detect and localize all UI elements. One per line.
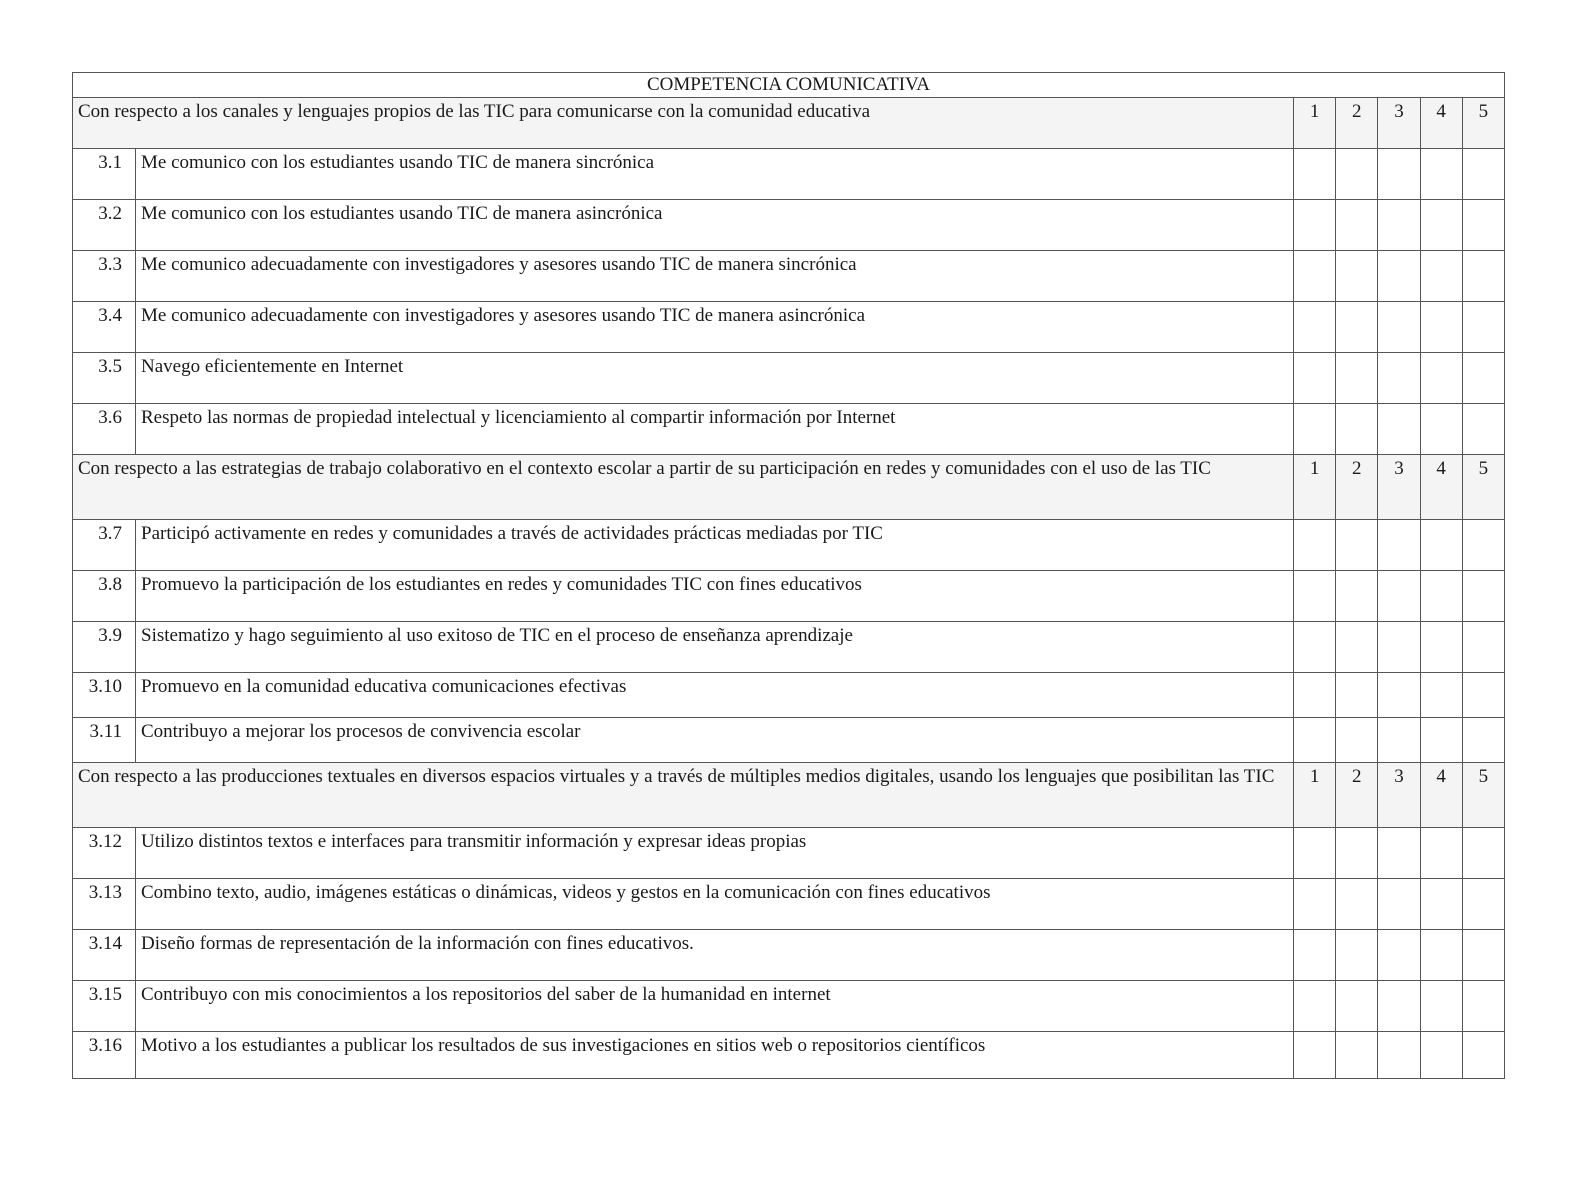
scale-label-1: 1 <box>1294 763 1336 828</box>
item-statement: Respeto las normas de propiedad intelectual y licenciamiento al compartir información por Internet <box>136 404 1294 455</box>
rating-cell-1[interactable] <box>1294 520 1336 571</box>
table-row <box>73 302 1505 353</box>
rating-cell-1[interactable] <box>1294 353 1336 404</box>
item-number: 3.13 <box>73 879 136 930</box>
scale-label-2: 2 <box>1336 98 1378 149</box>
scale-label-2: 2 <box>1336 763 1378 828</box>
rating-cell-3[interactable] <box>1378 622 1420 673</box>
rating-cell-2[interactable] <box>1336 251 1378 302</box>
rating-cell-3[interactable] <box>1378 353 1420 404</box>
rating-cell-4[interactable] <box>1420 404 1462 455</box>
rating-cell-4[interactable] <box>1420 622 1462 673</box>
item-statement: Diseño formas de representación de la información con fines educativos. <box>136 930 1294 981</box>
rating-cell-2[interactable] <box>1336 404 1378 455</box>
rating-cell-4[interactable] <box>1420 571 1462 622</box>
table-row <box>73 1032 1505 1079</box>
rating-cell-5[interactable] <box>1462 353 1504 404</box>
table-row <box>73 404 1505 455</box>
rating-cell-4[interactable] <box>1420 1032 1462 1079</box>
table-row <box>73 251 1505 302</box>
scale-label-1: 1 <box>1294 98 1336 149</box>
rating-cell-2[interactable] <box>1336 149 1378 200</box>
table-row <box>73 571 1505 622</box>
item-statement: Participó activamente en redes y comunidades a través de actividades prácticas mediadas por TIC <box>136 520 1294 571</box>
rating-cell-3[interactable] <box>1378 520 1420 571</box>
rating-cell-5[interactable] <box>1462 930 1504 981</box>
table-row <box>73 718 1505 763</box>
rating-cell-5[interactable] <box>1462 718 1504 763</box>
rating-cell-4[interactable] <box>1420 251 1462 302</box>
rating-cell-3[interactable] <box>1378 404 1420 455</box>
rating-cell-2[interactable] <box>1336 200 1378 251</box>
rating-cell-3[interactable] <box>1378 930 1420 981</box>
rating-cell-5[interactable] <box>1462 571 1504 622</box>
scale-label-5: 5 <box>1462 763 1504 828</box>
rating-cell-5[interactable] <box>1462 879 1504 930</box>
competency-survey-table <box>72 72 1505 1079</box>
rating-cell-2[interactable] <box>1336 622 1378 673</box>
scale-label-1: 1 <box>1294 455 1336 520</box>
item-number: 3.6 <box>73 404 136 455</box>
rating-cell-4[interactable] <box>1420 828 1462 879</box>
rating-cell-2[interactable] <box>1336 879 1378 930</box>
rating-cell-2[interactable] <box>1336 718 1378 763</box>
item-statement: Me comunico con los estudiantes usando TIC de manera asincrónica <box>136 200 1294 251</box>
scale-label-3: 3 <box>1378 455 1420 520</box>
scale-label-5: 5 <box>1462 455 1504 520</box>
scale-label-4: 4 <box>1420 763 1462 828</box>
rating-cell-1[interactable] <box>1294 251 1336 302</box>
rating-cell-3[interactable] <box>1378 302 1420 353</box>
table-row <box>73 149 1505 200</box>
table-row <box>73 622 1505 673</box>
rating-cell-1[interactable] <box>1294 149 1336 200</box>
rating-cell-3[interactable] <box>1378 571 1420 622</box>
table-row <box>73 981 1505 1032</box>
rating-cell-1[interactable] <box>1294 1032 1336 1079</box>
rating-cell-1[interactable] <box>1294 200 1336 251</box>
scale-label-4: 4 <box>1420 98 1462 149</box>
rating-cell-5[interactable] <box>1462 520 1504 571</box>
rating-cell-5[interactable] <box>1462 302 1504 353</box>
rating-cell-1[interactable] <box>1294 571 1336 622</box>
rating-cell-1[interactable] <box>1294 622 1336 673</box>
rating-cell-5[interactable] <box>1462 251 1504 302</box>
item-statement: Combino texto, audio, imágenes estáticas o dinámicas, videos y gestos en la comunicación con fines educativos <box>136 879 1294 930</box>
item-statement: Sistematizo y hago seguimiento al uso exitoso de TIC en el proceso de enseñanza aprendizaje <box>136 622 1294 673</box>
item-number: 3.16 <box>73 1032 136 1079</box>
section-header-row <box>73 763 1505 828</box>
rating-cell-3[interactable] <box>1378 673 1420 718</box>
item-number: 3.8 <box>73 571 136 622</box>
rating-cell-4[interactable] <box>1420 353 1462 404</box>
item-number: 3.9 <box>73 622 136 673</box>
rating-cell-5[interactable] <box>1462 404 1504 455</box>
rating-cell-1[interactable] <box>1294 930 1336 981</box>
item-number: 3.4 <box>73 302 136 353</box>
rating-cell-3[interactable] <box>1378 149 1420 200</box>
rating-cell-4[interactable] <box>1420 149 1462 200</box>
item-number: 3.3 <box>73 251 136 302</box>
table-title: COMPETENCIA COMUNICATIVA <box>73 73 1505 98</box>
table-row <box>73 673 1505 718</box>
item-number: 3.2 <box>73 200 136 251</box>
rating-cell-1[interactable] <box>1294 404 1336 455</box>
rating-cell-1[interactable] <box>1294 981 1336 1032</box>
rating-cell-3[interactable] <box>1378 879 1420 930</box>
section-header-row <box>73 98 1505 149</box>
item-statement: Me comunico adecuadamente con investigadores y asesores usando TIC de manera sincrónica <box>136 251 1294 302</box>
section-heading: Con respecto a las estrategias de trabajo colaborativo en el contexto escolar a partir de su participación en redes y comunidades con el uso de las TIC <box>73 455 1294 520</box>
rating-cell-5[interactable] <box>1462 673 1504 718</box>
item-number: 3.7 <box>73 520 136 571</box>
rating-cell-2[interactable] <box>1336 828 1378 879</box>
rating-cell-5[interactable] <box>1462 981 1504 1032</box>
scale-label-3: 3 <box>1378 763 1420 828</box>
rating-cell-5[interactable] <box>1462 828 1504 879</box>
rating-cell-5[interactable] <box>1462 200 1504 251</box>
section-heading: Con respecto a las producciones textuales en diversos espacios virtuales y a través de múltiples medios digitales, usando los lenguajes que posibilitan las TIC <box>73 763 1294 828</box>
rating-cell-4[interactable] <box>1420 718 1462 763</box>
scale-label-4: 4 <box>1420 455 1462 520</box>
item-statement: Navego eficientemente en Internet <box>136 353 1294 404</box>
item-number: 3.10 <box>73 673 136 718</box>
rating-cell-2[interactable] <box>1336 302 1378 353</box>
rating-cell-4[interactable] <box>1420 879 1462 930</box>
rating-cell-4[interactable] <box>1420 981 1462 1032</box>
section-heading: Con respecto a los canales y lenguajes propios de las TIC para comunicarse con la comunidad educativa <box>73 98 1294 149</box>
rating-cell-4[interactable] <box>1420 673 1462 718</box>
rating-cell-5[interactable] <box>1462 622 1504 673</box>
rating-cell-2[interactable] <box>1336 981 1378 1032</box>
rating-cell-2[interactable] <box>1336 1032 1378 1079</box>
item-number: 3.1 <box>73 149 136 200</box>
item-number: 3.12 <box>73 828 136 879</box>
rating-cell-1[interactable] <box>1294 828 1336 879</box>
scale-label-5: 5 <box>1462 98 1504 149</box>
rating-cell-3[interactable] <box>1378 981 1420 1032</box>
rating-cell-3[interactable] <box>1378 251 1420 302</box>
item-number: 3.11 <box>73 718 136 763</box>
table-row <box>73 200 1505 251</box>
item-number: 3.5 <box>73 353 136 404</box>
rating-cell-4[interactable] <box>1420 930 1462 981</box>
rating-cell-3[interactable] <box>1378 828 1420 879</box>
rating-cell-1[interactable] <box>1294 718 1336 763</box>
rating-cell-4[interactable] <box>1420 302 1462 353</box>
rating-cell-2[interactable] <box>1336 673 1378 718</box>
table-row <box>73 828 1505 879</box>
item-number: 3.14 <box>73 930 136 981</box>
section-header-row <box>73 455 1505 520</box>
item-statement: Contribuyo a mejorar los procesos de convivencia escolar <box>136 718 1294 763</box>
item-statement: Motivo a los estudiantes a publicar los resultados de sus investigaciones en sitios web o repositorios científicos <box>136 1032 1294 1079</box>
table-row <box>73 353 1505 404</box>
table-row <box>73 930 1505 981</box>
item-statement: Promuevo en la comunidad educativa comunicaciones efectivas <box>136 673 1294 718</box>
rating-cell-2[interactable] <box>1336 930 1378 981</box>
scale-label-3: 3 <box>1378 98 1420 149</box>
item-statement: Utilizo distintos textos e interfaces para transmitir información y expresar ideas propias <box>136 828 1294 879</box>
item-statement: Contribuyo con mis conocimientos a los repositorios del saber de la humanidad en internet <box>136 981 1294 1032</box>
rating-cell-4[interactable] <box>1420 200 1462 251</box>
rating-cell-5[interactable] <box>1462 1032 1504 1079</box>
rating-cell-4[interactable] <box>1420 520 1462 571</box>
table-row <box>73 520 1505 571</box>
table-title-row <box>73 73 1505 98</box>
rating-cell-3[interactable] <box>1378 718 1420 763</box>
item-statement: Promuevo la participación de los estudiantes en redes y comunidades TIC con fines educativos <box>136 571 1294 622</box>
item-number: 3.15 <box>73 981 136 1032</box>
rating-cell-5[interactable] <box>1462 149 1504 200</box>
rating-cell-1[interactable] <box>1294 673 1336 718</box>
rating-cell-2[interactable] <box>1336 520 1378 571</box>
scale-label-2: 2 <box>1336 455 1378 520</box>
rating-cell-3[interactable] <box>1378 200 1420 251</box>
rating-cell-1[interactable] <box>1294 879 1336 930</box>
rating-cell-3[interactable] <box>1378 1032 1420 1079</box>
rating-cell-2[interactable] <box>1336 353 1378 404</box>
item-statement: Me comunico con los estudiantes usando TIC de manera sincrónica <box>136 149 1294 200</box>
item-statement: Me comunico adecuadamente con investigadores y asesores usando TIC de manera asincrónica <box>136 302 1294 353</box>
rating-cell-1[interactable] <box>1294 302 1336 353</box>
rating-cell-2[interactable] <box>1336 571 1378 622</box>
table-row <box>73 879 1505 930</box>
